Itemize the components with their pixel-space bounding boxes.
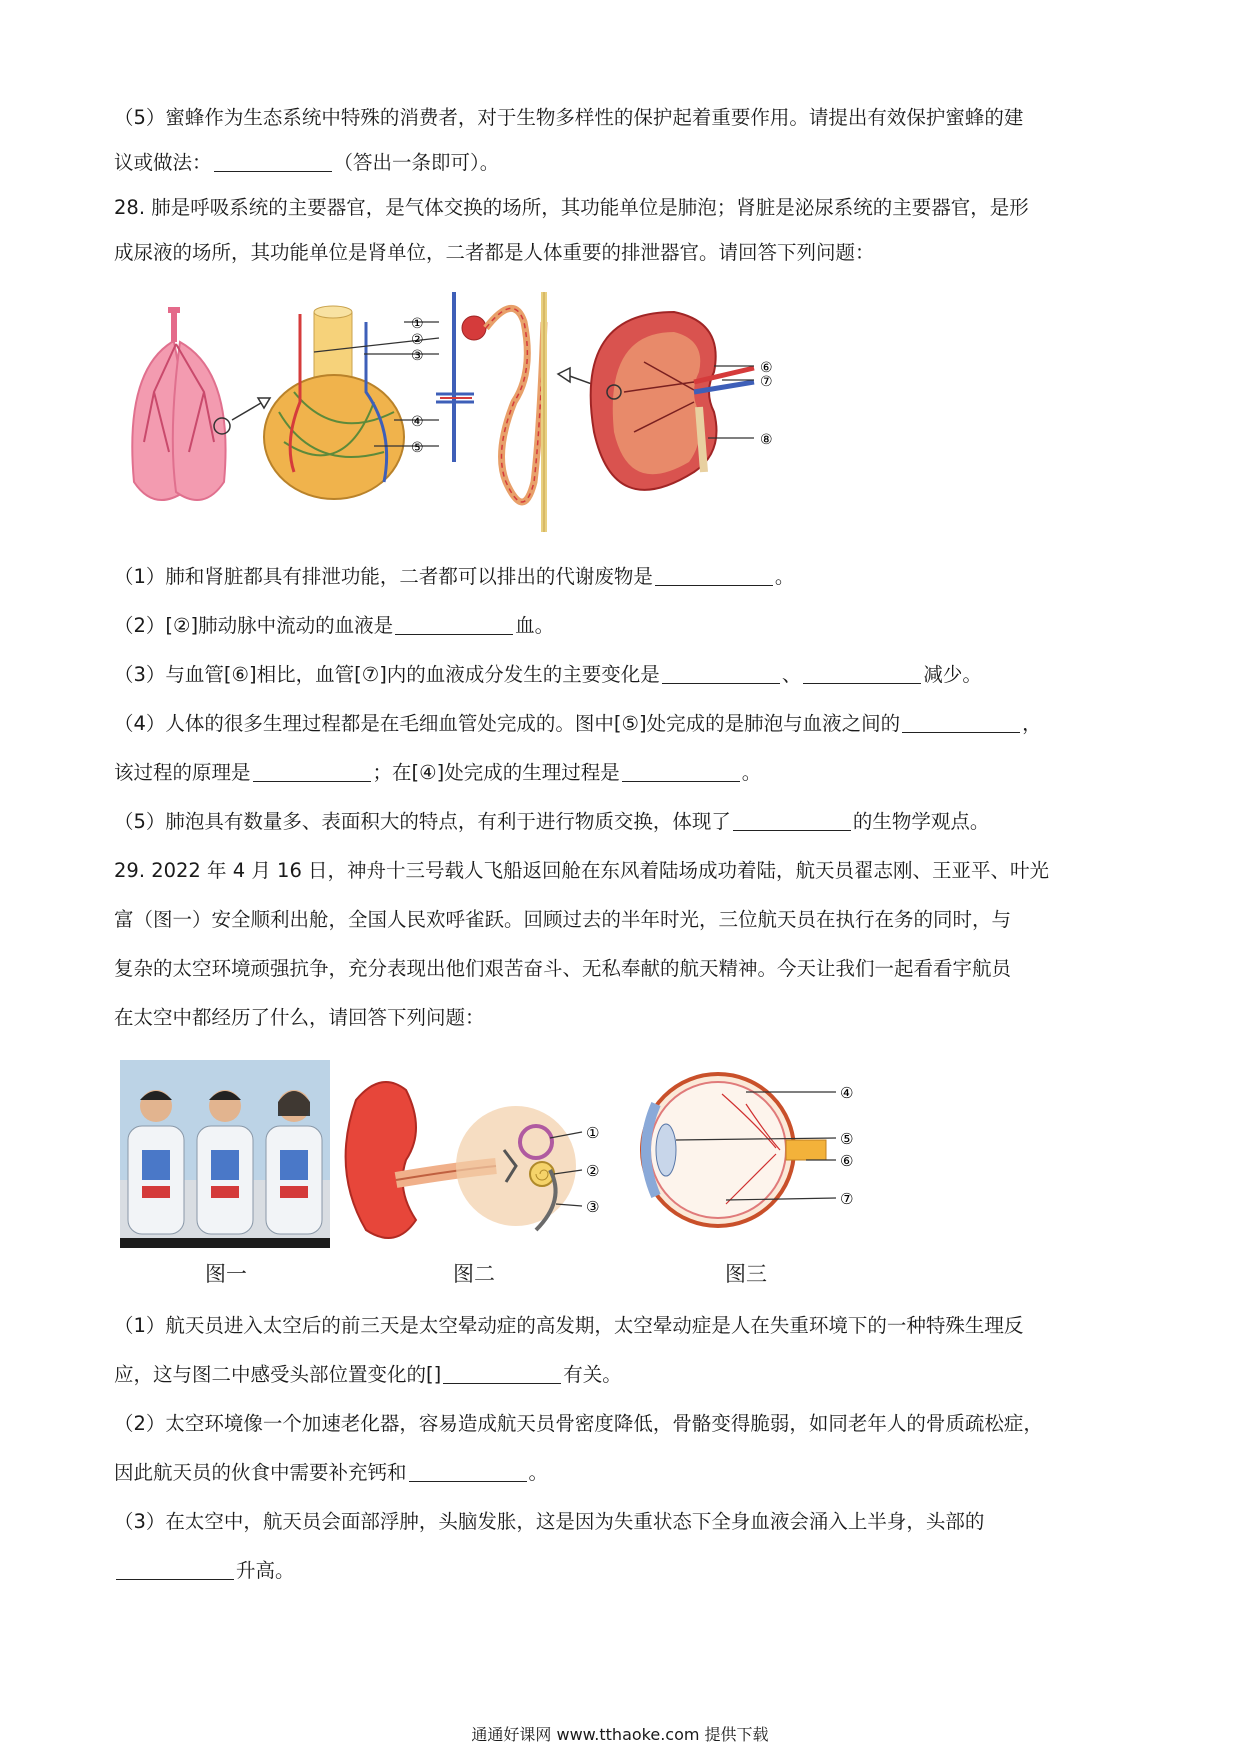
- q28-3: （3）与血管[⑥]相比，血管[⑦]内的血液成分发生的主要变化是 、 减少。: [114, 663, 982, 686]
- ear-diagram: [336, 1070, 626, 1250]
- fig28-label-4: ④: [411, 414, 424, 430]
- q29-1-line1: （1）航天员进入太空后的前三天是太空晕动症的高发期，太空晕动症是人在失重环境下的一种特殊生理反: [114, 1314, 1024, 1337]
- answer-blank[interactable]: [733, 810, 851, 831]
- answer-blank[interactable]: [622, 761, 740, 782]
- answer-blank[interactable]: [214, 151, 332, 172]
- q28-4-line1: （4）人体的很多生理过程都是在毛细血管处完成的。图中[⑤]处完成的是肺泡与血液之间的 ，: [114, 712, 1042, 735]
- caption-figure-3: 图三: [725, 1262, 767, 1286]
- answer-blank[interactable]: [443, 1363, 561, 1384]
- kidney-illustration: [591, 312, 754, 490]
- q27-5-line1: （5）蜜蜂作为生态系统中特殊的消费者，对于生物多样性的保护起着重要作用。请提出有效保护蜜蜂的建: [114, 106, 1024, 129]
- caption-figure-2: 图二: [453, 1262, 495, 1286]
- caption-figure-1: 图一: [205, 1262, 247, 1286]
- alveoli-illustration: [264, 306, 404, 499]
- nephron-illustration: [436, 292, 614, 532]
- q28-2: （2）[②]肺动脉中流动的血液是 血。: [114, 614, 555, 637]
- fig28-label-7: ⑦: [760, 374, 773, 390]
- q29-2-line2: 因此航天员的伙食中需要补充钙和 。: [114, 1461, 549, 1484]
- q27-5-line2: 议或做法： （答出一条即可）。: [114, 151, 500, 174]
- ear-label-2: ②: [586, 1162, 600, 1180]
- q28-5: （5）肺泡具有数量多、表面积大的特点，有利于进行物质交换，体现了 的生物学观点。: [114, 810, 990, 833]
- q29-1-line2: 应，这与图二中感受头部位置变化的[] 有关。: [114, 1363, 622, 1386]
- lungs-illustration: [132, 310, 270, 500]
- q29-stem-line2: 富（图一）安全顺利出舱，全国人民欢呼雀跃。回顾过去的半年时光，三位航天员在执行在务的同时，与: [114, 908, 1012, 931]
- page-footer: 通通好课网 www.tthaoke.com 提供下载: [471, 1725, 769, 1744]
- eye-label-4: ④: [840, 1084, 854, 1102]
- answer-blank[interactable]: [655, 565, 773, 586]
- q28-4-line2: 该过程的原理是 ；在[④]处完成的生理过程是 。: [114, 761, 762, 784]
- fig28-label-6: ⑥: [760, 360, 773, 376]
- answer-blank[interactable]: [409, 1461, 527, 1482]
- answer-blank[interactable]: [662, 663, 780, 684]
- q29-stem-line1: 29. 2022 年 4 月 16 日，神舟十三号载人飞船返回舱在东风着陆场成功着陆，航天员翟志刚、王亚平、叶光: [114, 859, 1050, 882]
- q29-3-line2: 升高。: [114, 1557, 295, 1585]
- eye-label-6: ⑥: [840, 1152, 854, 1170]
- eye-diagram: [626, 1064, 876, 1234]
- ear-label-3: ③: [586, 1198, 600, 1216]
- q28-stem-line2: 成尿液的场所，其功能单位是肾单位，二者都是人体重要的排泄器官。请回答下列问题：: [114, 241, 875, 264]
- answer-blank[interactable]: [803, 663, 921, 684]
- answer-blank[interactable]: [253, 761, 371, 782]
- q29-2-line1: （2）太空环境像一个加速老化器，容易造成航天员骨密度降低，骨骼变得脆弱，如同老年人的骨质疏松症，: [114, 1412, 1043, 1435]
- q28-stem-line1: 28. 肺是呼吸系统的主要器官，是气体交换的场所，其功能单位是肺泡；肾脏是泌尿系统的主要器官，是形: [114, 196, 1029, 219]
- ear-label-1: ①: [586, 1124, 600, 1142]
- fig28-label-1: ①: [411, 316, 424, 332]
- answer-blank[interactable]: [116, 1559, 234, 1580]
- eye-label-5: ⑤: [840, 1130, 854, 1148]
- q29-3-line1: （3）在太空中，航天员会面部浮肿，头脑发胀，这是因为失重状态下全身血液会涌入上半身，头部的: [114, 1510, 985, 1533]
- fig28-label-3: ③: [411, 348, 424, 364]
- fig28-label-2: ②: [411, 332, 424, 348]
- lung-kidney-figure: [114, 282, 894, 542]
- fig28-label-8: ⑧: [760, 432, 773, 448]
- eye-label-7: ⑦: [840, 1190, 854, 1208]
- q29-stem-line4: 在太空中都经历了什么，请回答下列问题：: [114, 1006, 485, 1029]
- fig28-label-5: ⑤: [411, 440, 424, 456]
- answer-blank[interactable]: [902, 712, 1020, 733]
- q28-1: （1）肺和肾脏都具有排泄功能，二者都可以排出的代谢废物是 。: [114, 565, 795, 588]
- answer-blank[interactable]: [395, 614, 513, 635]
- q29-stem-line3: 复杂的太空环境顽强抗争，充分表现出他们艰苦奋斗、无私奉献的航天精神。今天让我们一起看看宇航员: [114, 957, 1012, 980]
- astronauts-photo: [120, 1060, 330, 1248]
